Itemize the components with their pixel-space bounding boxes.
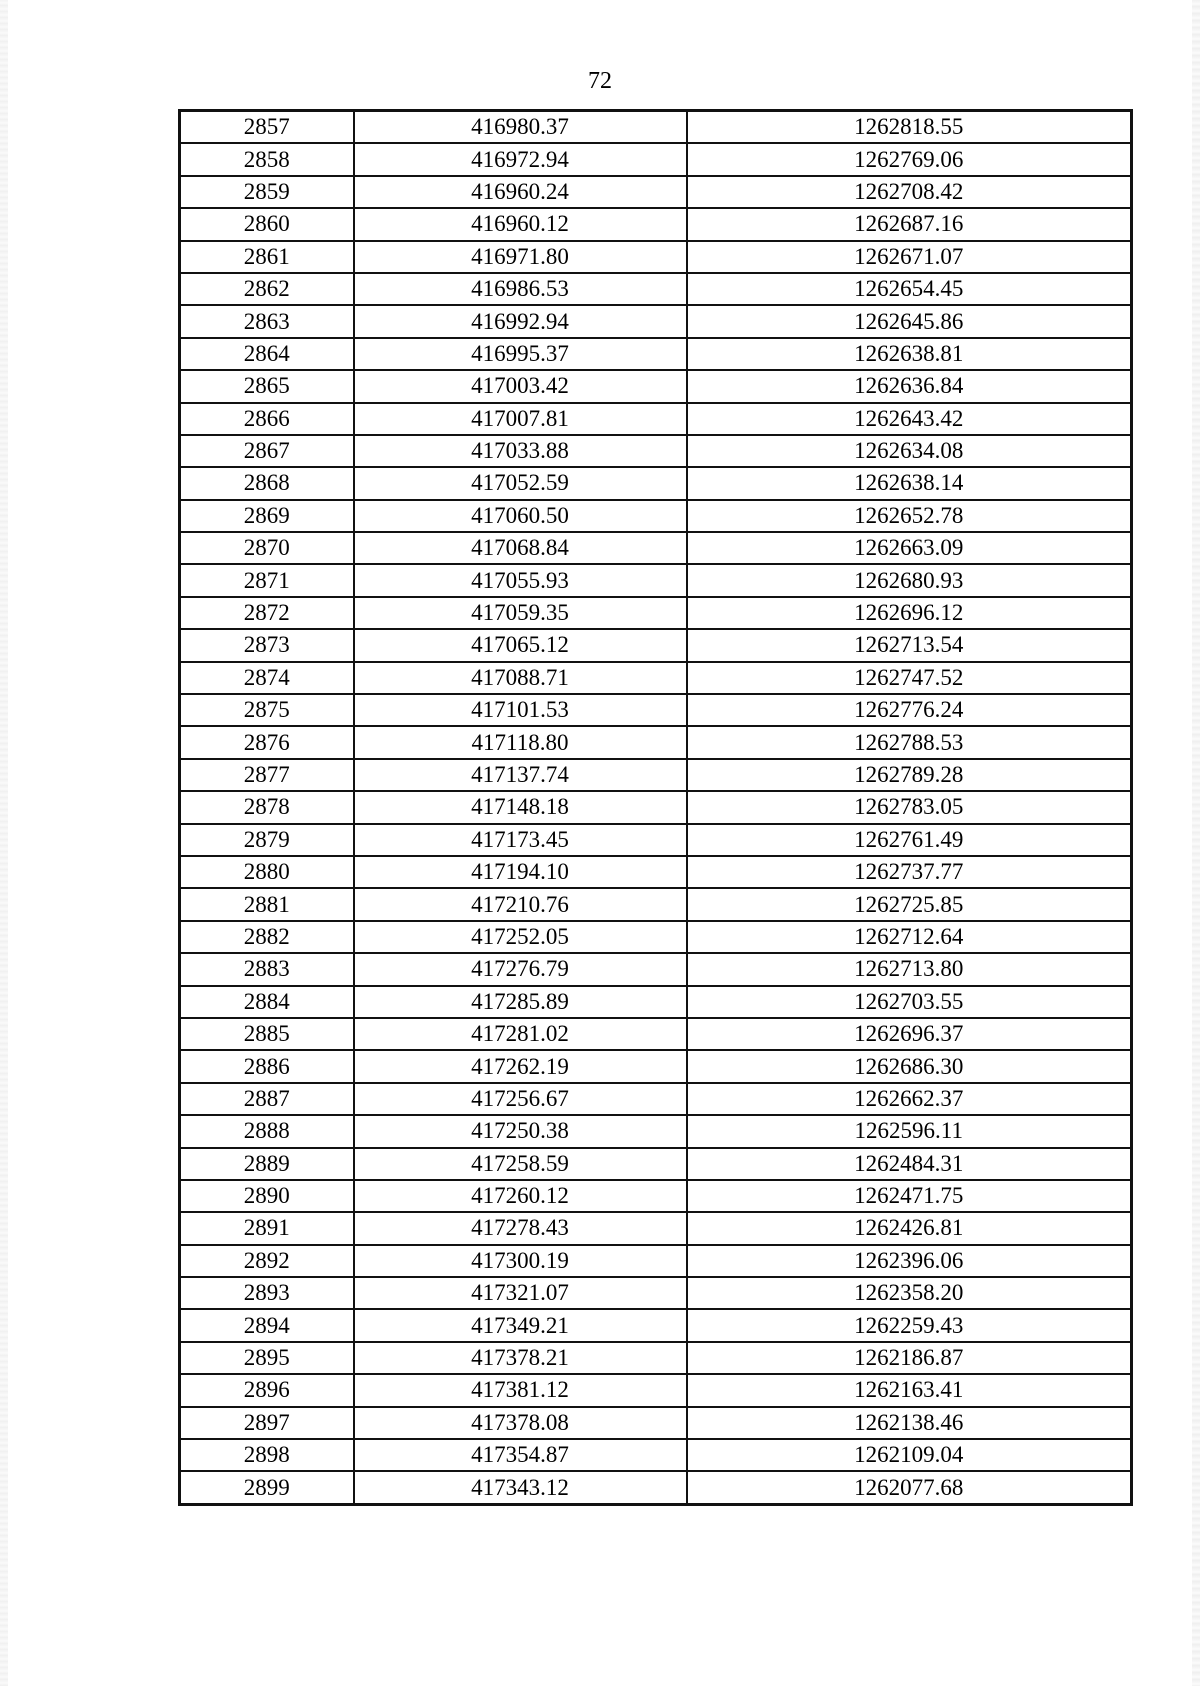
x-coordinate-cell: 417378.08 [354,1407,687,1439]
y-coordinate-cell: 1262186.87 [687,1342,1132,1374]
point-number-cell: 2899 [180,1471,354,1504]
table-row [180,1407,1132,1439]
point-number-cell: 2862 [180,273,354,305]
x-coordinate-cell: 417276.79 [354,953,687,985]
table-row [180,759,1132,791]
table-row [180,1050,1132,1082]
x-coordinate-cell: 417059.35 [354,597,687,629]
table-row [180,143,1132,175]
x-coordinate-cell: 417252.05 [354,921,687,953]
point-number-cell: 2859 [180,176,354,208]
point-number-cell: 2867 [180,435,354,467]
point-number-cell: 2889 [180,1148,354,1180]
table-row [180,403,1132,435]
x-coordinate-cell: 417068.84 [354,532,687,564]
x-coordinate-cell: 417088.71 [354,662,687,694]
y-coordinate-cell: 1262636.84 [687,370,1132,402]
y-coordinate-cell: 1262789.28 [687,759,1132,791]
table-row [180,629,1132,661]
y-coordinate-cell: 1262783.05 [687,791,1132,823]
y-coordinate-cell: 1262703.55 [687,986,1132,1018]
y-coordinate-cell: 1262654.45 [687,273,1132,305]
point-number-cell: 2857 [180,111,354,144]
table-row [180,694,1132,726]
x-coordinate-cell: 417262.19 [354,1050,687,1082]
x-coordinate-cell: 417250.38 [354,1115,687,1147]
x-coordinate-cell: 417378.21 [354,1342,687,1374]
point-number-cell: 2888 [180,1115,354,1147]
point-number-cell: 2895 [180,1342,354,1374]
y-coordinate-cell: 1262671.07 [687,241,1132,273]
table-row [180,824,1132,856]
table-row [180,500,1132,532]
y-coordinate-cell: 1262596.11 [687,1115,1132,1147]
x-coordinate-cell: 416986.53 [354,273,687,305]
x-coordinate-cell: 416971.80 [354,241,687,273]
table-row [180,305,1132,337]
x-coordinate-cell: 416980.37 [354,111,687,144]
point-number-cell: 2883 [180,953,354,985]
x-coordinate-cell: 417003.42 [354,370,687,402]
point-number-cell: 2869 [180,500,354,532]
table-row [180,176,1132,208]
table-row [180,888,1132,920]
x-coordinate-cell: 416960.24 [354,176,687,208]
point-number-cell: 2861 [180,241,354,273]
point-number-cell: 2865 [180,370,354,402]
x-coordinate-cell: 417148.18 [354,791,687,823]
x-coordinate-cell: 417258.59 [354,1148,687,1180]
point-number-cell: 2863 [180,305,354,337]
table-row [180,111,1132,144]
table-row [180,1374,1132,1406]
x-coordinate-cell: 417343.12 [354,1471,687,1504]
table-row [180,597,1132,629]
table-row [180,1148,1132,1180]
y-coordinate-cell: 1262358.20 [687,1277,1132,1309]
x-coordinate-cell: 417060.50 [354,500,687,532]
y-coordinate-cell: 1262696.37 [687,1018,1132,1050]
point-number-cell: 2866 [180,403,354,435]
table-row [180,791,1132,823]
table-row [180,1439,1132,1471]
x-coordinate-cell: 417052.59 [354,467,687,499]
x-coordinate-cell: 417210.76 [354,888,687,920]
y-coordinate-cell: 1262818.55 [687,111,1132,144]
point-number-cell: 2879 [180,824,354,856]
page-number: 72 [588,68,612,94]
x-coordinate-cell: 417354.87 [354,1439,687,1471]
point-number-cell: 2868 [180,467,354,499]
y-coordinate-cell: 1262680.93 [687,564,1132,596]
x-coordinate-cell: 417173.45 [354,824,687,856]
point-number-cell: 2886 [180,1050,354,1082]
y-coordinate-cell: 1262687.16 [687,208,1132,240]
table-row [180,1018,1132,1050]
y-coordinate-cell: 1262471.75 [687,1180,1132,1212]
x-coordinate-cell: 417065.12 [354,629,687,661]
y-coordinate-cell: 1262484.31 [687,1148,1132,1180]
x-coordinate-cell: 417256.67 [354,1083,687,1115]
y-coordinate-cell: 1262426.81 [687,1212,1132,1244]
point-number-cell: 2880 [180,856,354,888]
table-row [180,726,1132,758]
point-number-cell: 2877 [180,759,354,791]
x-coordinate-cell: 417381.12 [354,1374,687,1406]
point-number-cell: 2860 [180,208,354,240]
point-number-cell: 2873 [180,629,354,661]
table-row [180,921,1132,953]
point-number-cell: 2864 [180,338,354,370]
x-coordinate-cell: 417278.43 [354,1212,687,1244]
table-row [180,241,1132,273]
y-coordinate-cell: 1262645.86 [687,305,1132,337]
y-coordinate-cell: 1262643.42 [687,403,1132,435]
point-number-cell: 2870 [180,532,354,564]
point-number-cell: 2896 [180,1374,354,1406]
table-row [180,532,1132,564]
x-coordinate-cell: 417260.12 [354,1180,687,1212]
y-coordinate-cell: 1262109.04 [687,1439,1132,1471]
x-coordinate-cell: 417321.07 [354,1277,687,1309]
point-number-cell: 2876 [180,726,354,758]
y-coordinate-cell: 1262138.46 [687,1407,1132,1439]
table-row [180,953,1132,985]
y-coordinate-cell: 1262652.78 [687,500,1132,532]
point-number-cell: 2892 [180,1245,354,1277]
table-row [180,564,1132,596]
point-number-cell: 2875 [180,694,354,726]
x-coordinate-cell: 417118.80 [354,726,687,758]
point-number-cell: 2872 [180,597,354,629]
table-row [180,370,1132,402]
y-coordinate-cell: 1262077.68 [687,1471,1132,1504]
y-coordinate-cell: 1262747.52 [687,662,1132,694]
y-coordinate-cell: 1262708.42 [687,176,1132,208]
point-number-cell: 2881 [180,888,354,920]
point-number-cell: 2874 [180,662,354,694]
y-coordinate-cell: 1262776.24 [687,694,1132,726]
point-number-cell: 2897 [180,1407,354,1439]
y-coordinate-cell: 1262396.06 [687,1245,1132,1277]
table-row [180,1277,1132,1309]
table-row [180,338,1132,370]
point-number-cell: 2890 [180,1180,354,1212]
table-row [180,273,1132,305]
point-number-cell: 2898 [180,1439,354,1471]
y-coordinate-cell: 1262686.30 [687,1050,1132,1082]
point-number-cell: 2858 [180,143,354,175]
x-coordinate-cell: 416972.94 [354,143,687,175]
table-row [180,1471,1132,1504]
y-coordinate-cell: 1262713.54 [687,629,1132,661]
y-coordinate-cell: 1262713.80 [687,953,1132,985]
table-row [180,467,1132,499]
x-coordinate-cell: 417033.88 [354,435,687,467]
x-coordinate-cell: 416995.37 [354,338,687,370]
y-coordinate-cell: 1262638.81 [687,338,1132,370]
y-coordinate-cell: 1262259.43 [687,1309,1132,1341]
x-coordinate-cell: 417137.74 [354,759,687,791]
x-coordinate-cell: 417194.10 [354,856,687,888]
y-coordinate-cell: 1262761.49 [687,824,1132,856]
point-number-cell: 2891 [180,1212,354,1244]
y-coordinate-cell: 1262163.41 [687,1374,1132,1406]
x-coordinate-cell: 417055.93 [354,564,687,596]
coordinate-table [178,109,1133,1506]
x-coordinate-cell: 417285.89 [354,986,687,1018]
x-coordinate-cell: 416960.12 [354,208,687,240]
y-coordinate-cell: 1262662.37 [687,1083,1132,1115]
x-coordinate-cell: 417349.21 [354,1309,687,1341]
point-number-cell: 2885 [180,1018,354,1050]
x-coordinate-cell: 416992.94 [354,305,687,337]
point-number-cell: 2894 [180,1309,354,1341]
table-row [180,435,1132,467]
y-coordinate-cell: 1262696.12 [687,597,1132,629]
y-coordinate-cell: 1262634.08 [687,435,1132,467]
scan-edge-right [1192,0,1200,1686]
x-coordinate-cell: 417300.19 [354,1245,687,1277]
point-number-cell: 2871 [180,564,354,596]
point-number-cell: 2884 [180,986,354,1018]
y-coordinate-cell: 1262788.53 [687,726,1132,758]
y-coordinate-cell: 1262638.14 [687,467,1132,499]
y-coordinate-cell: 1262737.77 [687,856,1132,888]
x-coordinate-cell: 417281.02 [354,1018,687,1050]
table-row [180,1212,1132,1244]
y-coordinate-cell: 1262663.09 [687,532,1132,564]
y-coordinate-cell: 1262712.64 [687,921,1132,953]
scan-edge-left [0,0,8,1686]
table-row [180,1180,1132,1212]
x-coordinate-cell: 417101.53 [354,694,687,726]
point-number-cell: 2878 [180,791,354,823]
table-row [180,662,1132,694]
table-row [180,1309,1132,1341]
table-row [180,856,1132,888]
point-number-cell: 2882 [180,921,354,953]
x-coordinate-cell: 417007.81 [354,403,687,435]
table-row [180,1342,1132,1374]
table-row [180,208,1132,240]
table-row [180,1083,1132,1115]
table-row [180,986,1132,1018]
table-row [180,1245,1132,1277]
point-number-cell: 2893 [180,1277,354,1309]
y-coordinate-cell: 1262725.85 [687,888,1132,920]
point-number-cell: 2887 [180,1083,354,1115]
y-coordinate-cell: 1262769.06 [687,143,1132,175]
table-row [180,1115,1132,1147]
coordinate-table-body [180,111,1132,1505]
